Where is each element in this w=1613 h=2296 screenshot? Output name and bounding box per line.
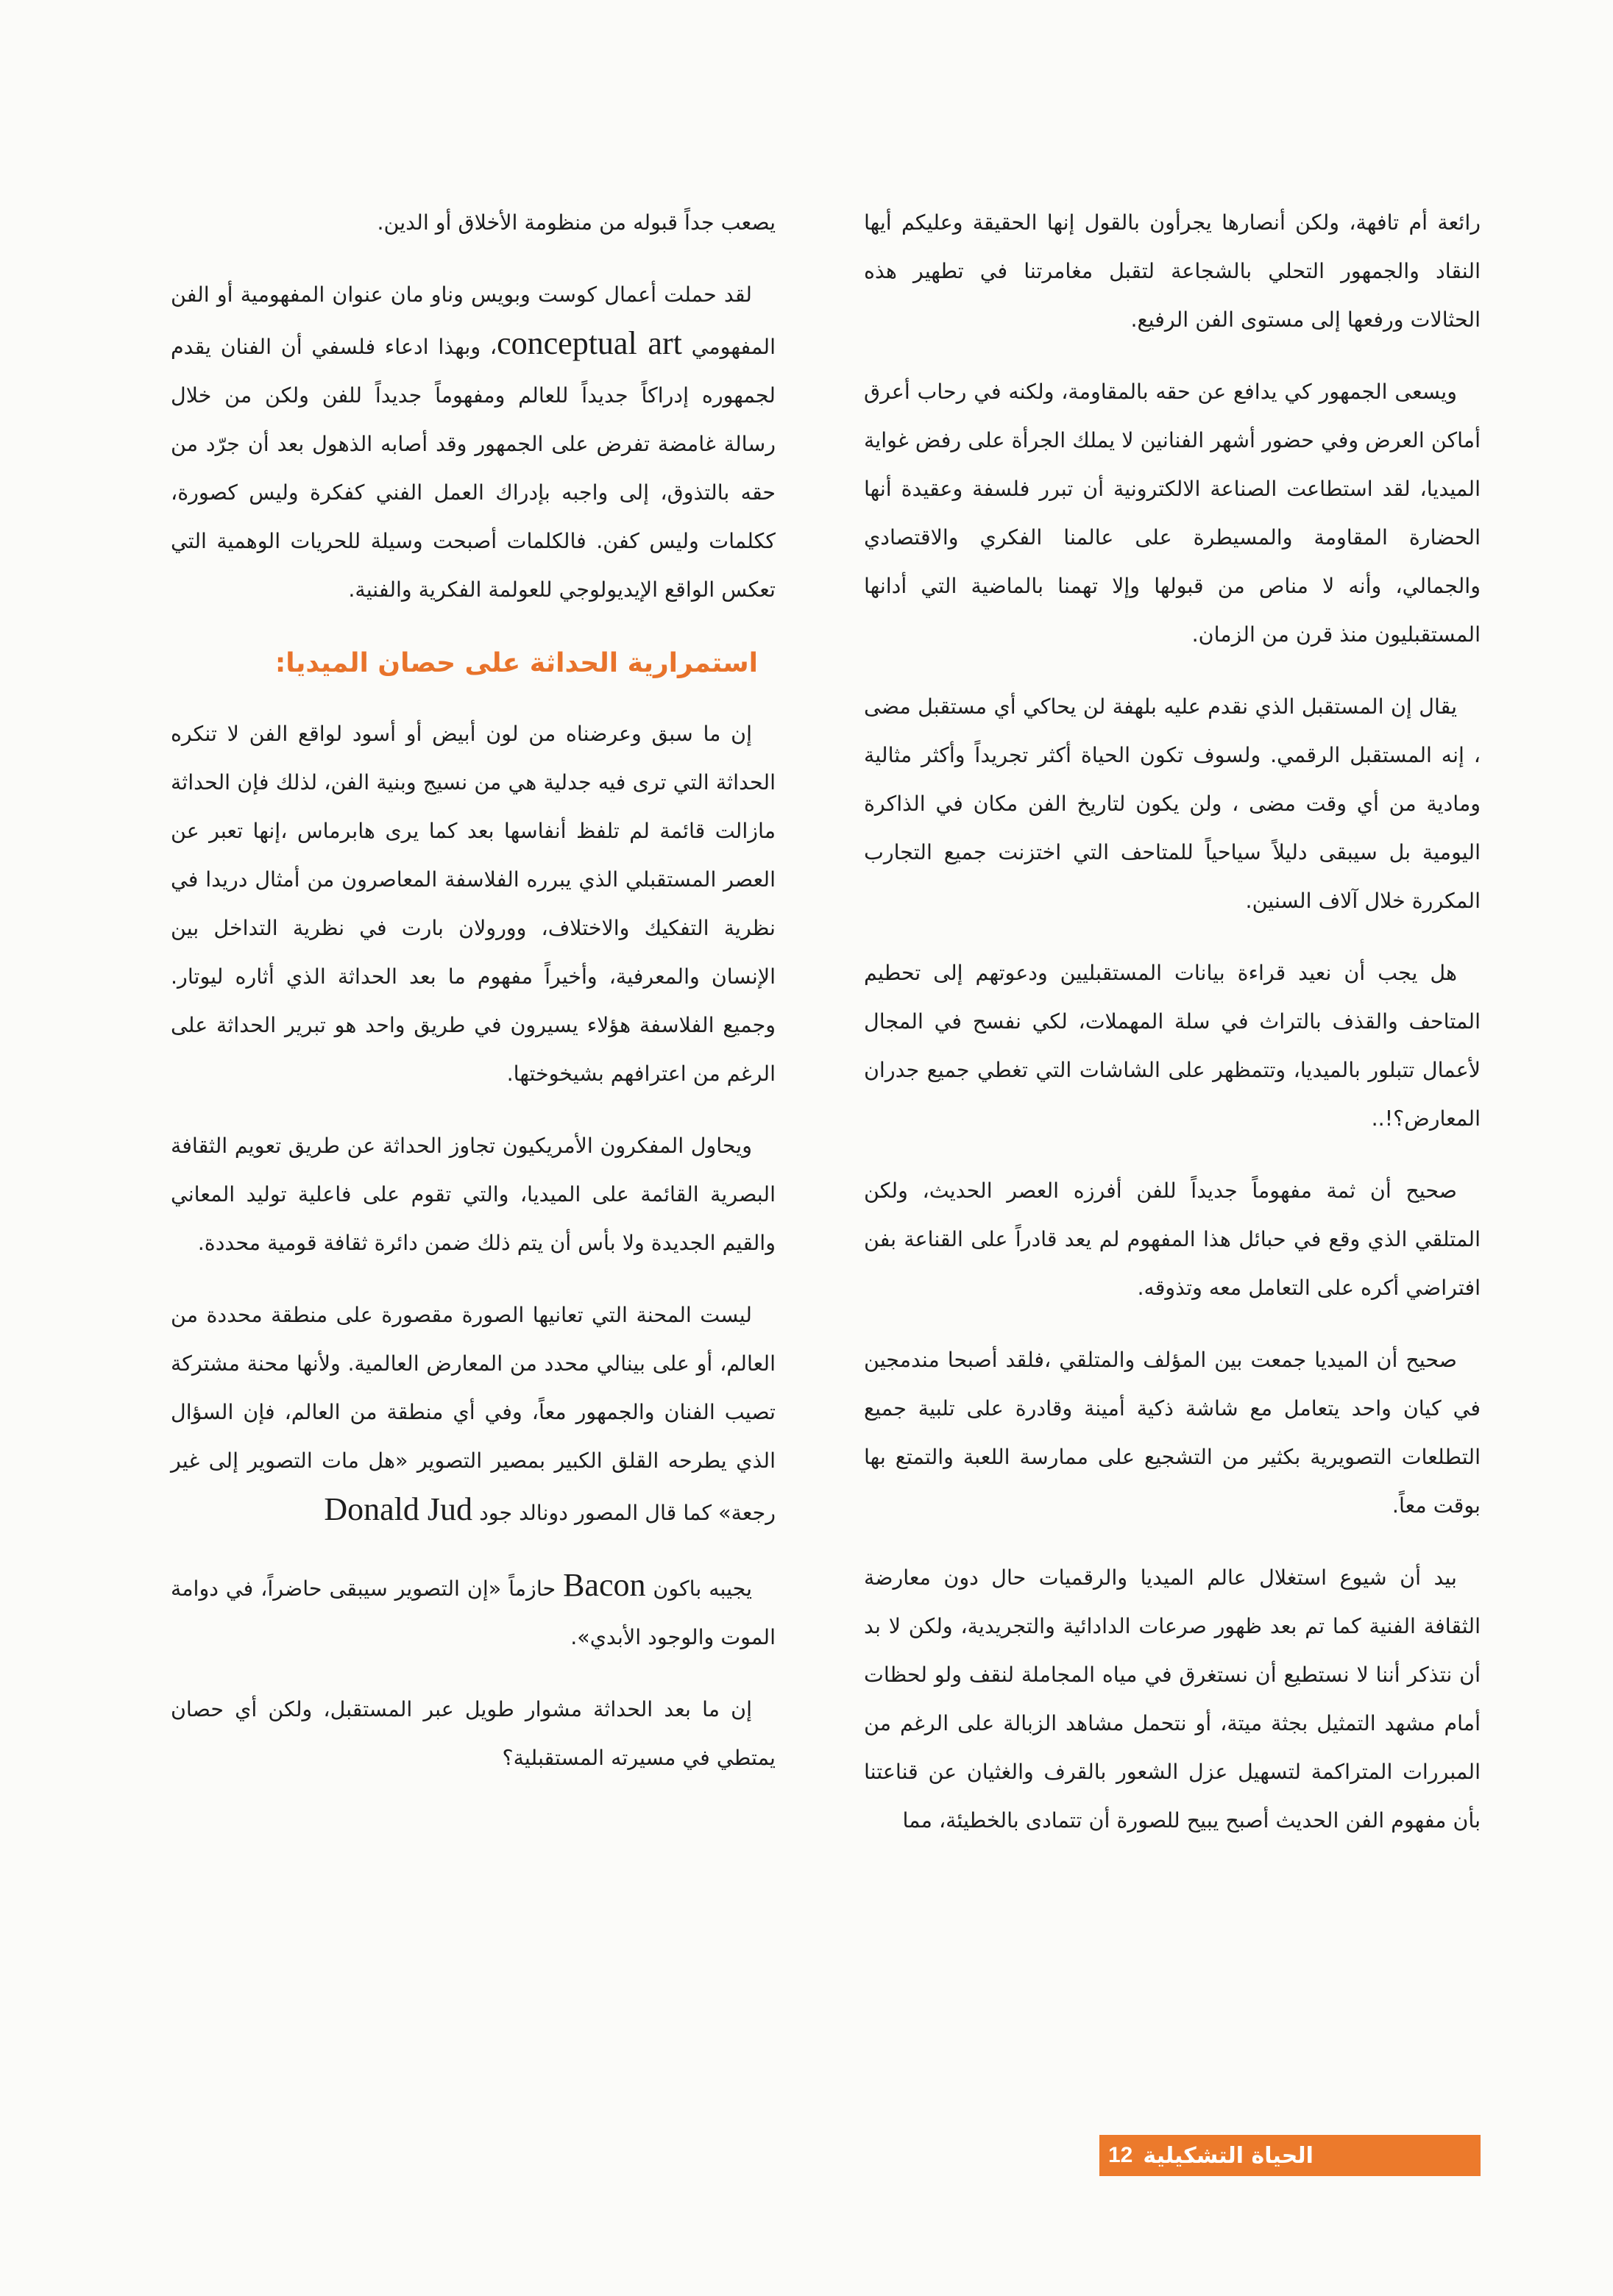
paragraph: إن ما سبق وعرضناه من لون أبيض أو أسود لواقع الفن لا تنكره الحداثة التي ترى فيه جدلية هي من نسيج وبنية الفن، لذلك فإن الحداثة مازالت قائمة لم تلفظ أنفاسها بعد كما يرى هابرماس ،إنها تعبر عن العصر المستقبلي الذي يبرره الفلاسفة المعاصرون من أمثال دريدا في نظرية التفكيك والاختلاف، وورولان بارت في نظرية التداخل بين الإنسان والمعرفية، وأخيراً مفهوم ما بعد الحداثة الذي أثاره ليوتار. وجميع الفلاسفة هؤلاء يسيرون في طريق واحد هو تبرير الحداثة على الرغم من اعترافهم بشيخوختها. [171, 722, 776, 1086]
section-heading: استمرارية الحداثة على حصان الميديا: [274, 648, 758, 678]
footer-band [1099, 2135, 1481, 2176]
text-segment: لقد حملت أعمال كوست وبويس وناو مان عنوان المفهومية أو الفن المفهومي [171, 282, 776, 359]
latin-term: conceptual art [497, 325, 682, 361]
paragraph: إن ما بعد الحداثة مشوار طويل عبر المستقبل، ولكن أي حصان يمتطي في مسيرته المستقبلية؟ [171, 1697, 776, 1770]
paragraph-donald-jud [171, 1291, 776, 1538]
magazine-name: الحياة التشكيلية [1143, 2142, 1314, 2169]
paragraph: صحيح أن ثمة مفهوماً جديداً للفن أفرزه العصر الحديث، ولكن المتلقي الذي وقع في حبائل هذا المفهوم لم يعد قادراً على القناعة بفن افتراضي أكره على التعامل معه وتذوقه. [864, 1179, 1481, 1300]
text-segment: حازماً «إن التصوير سيبقى حاضراً، في دوامة الموت والوجود الأبدي». [171, 1577, 776, 1649]
right-column [864, 199, 1481, 1869]
paragraph: بيد أن شيوع استغلال عالم الميديا والرقميات حال دون معارضة الثقافة الفنية كما تم بعد ظهور صرعات الدادائية والتجريدية، ولكن لا بد أن نتذكر أننا لا نستطيع أن نستغرق في مياه المجاملة لنقف ولو لحظات أمام مشهد التمثيل بجثة ميتة، أو نتحمل مشاهد الزبالة على الرغم من المبررات المتراكمة لتسهيل عزل الشعور بالقرف والغثيان عن قناعتنا بأن مفهوم الفن الحديث أصبح يبيح للصورة أن تتمادى بالخطيئة، مما [864, 1565, 1481, 1833]
footer-label [1099, 2143, 1314, 2169]
paragraph: صحيح أن الميديا جمعت بين المؤلف والمتلقي ،فلقد أصبحا مندمجين في كيان واحد يتعامل مع شاشة ذكية أمينة وقادرة على تلبية جميع التطلعات التصويرية بكثير من التشجيع على ممارسة اللعبة والتمتع بها بوقت معاً. [864, 1348, 1481, 1518]
paragraph: يصعب جداً قبوله من منظومة الأخلاق أو الدين. [377, 210, 776, 235]
left-column [171, 199, 776, 1806]
text-segment: ، وبهذا ادعاء فلسفي أن الفنان يقدم لجمهوره إدراكاً جديداً للعالم ومفهوماً جديداً للفن ولكن من خلال رسالة غامضة تفرض على الجمهور وقد أصابه الذهول بعد أن جرّد من حقه بالتذوق، إلى واجبه بإدراك العمل الفني كفكرة وليس كصورة، ككلمات وليس كفن. فالكلمات أصبحت وسيلة للحريات الوهمية التي تعكس الواقع الإيديولوجي للعولمة الفكرية والفنية. [171, 335, 776, 602]
paragraph: يقال إن المستقبل الذي نقدم عليه بلهفة لن يحاكي أي مستقبل مضى ، إنه المستقبل الرقمي. ولسوف تكون الحياة أكثر تجريداً وأكثر مثالية ومادية من أي وقت مضى ، ولن يكون لتاريخ الفن مكان في الذاكرة اليومية بل سيبقى دليلاً سياحياً للمتاحف التي اختزنت جميع التجارب المكررة خلال آلاف السنين. [864, 694, 1481, 913]
paragraph: ويسعى الجمهور كي يدافع عن حقه بالمقاومة، ولكنه في رحاب أعرق أماكن العرض وفي حضور أشهر الفنانين لا يملك الجرأة على رفض غواية الميديا، لقد استطاعت الصناعة الالكترونية أن تبرر فلسفة وعقيدة أنها الحضارة المقاومة والمسيطرة على عالمنا الفكري والاقتصادي والجمالي، وأنه لا مناص من قبولها وإلا تهمنا بالماضية التي أدانها المستقبليون منذ قرن من الزمان. [864, 380, 1481, 647]
text-segment: يجيبه باكون [645, 1577, 753, 1601]
paragraph: هل يجب أن نعيد قراءة بيانات المستقبليين ودعوتهم إلى تحطيم المتاحف والقذف بالتراث في سلة المهملات، لكي نفسح في المجال لأعمال تتبلور بالميديا، وتتمظهر على الشاشات التي تغطي جميع جدران المعارض؟!.. [864, 961, 1481, 1131]
latin-name: Donald Jud [324, 1491, 473, 1527]
text-segment: ليست المحنة التي تعانيها الصورة مقصورة على منطقة محددة من العالم، أو على بينالي محدد من المعارض العالمية. ولأنها محنة مشتركة تصيب الفنان والجمهور معاً، وفي أي منطقة من العالم، فإن السؤال الذي يطرحه القلق الكبير بمصير التصوير «هل مات التصوير إلى غير رجعة» كما قال المصور دونالد جود [171, 1303, 776, 1525]
paragraph-conceptual-art [171, 271, 776, 614]
page-number: 12 [1108, 2143, 1133, 2167]
latin-name: Bacon [563, 1567, 646, 1603]
paragraph-bacon [171, 1561, 776, 1662]
paragraph: رائعة أم تافهة، ولكن أنصارها يجرأون بالقول إنها الحقيقة وعليكم أيها النقاد والجمهور التحلي بالشجاعة لتقبل مغامرتنا في تطهير هذه الحثالات ورفعها إلى مستوى الفن الرفيع. [864, 210, 1481, 332]
paragraph: ويحاول المفكرون الأمريكيون تجاوز الحداثة عن طريق تعويم الثقافة البصرية القائمة على الميديا، والتي تقوم على فاعلية توليد المعاني والقيم الجديدة ولا بأس أن يتم ذلك ضمن دائرة ثقافة قومية محددة. [171, 1134, 776, 1255]
